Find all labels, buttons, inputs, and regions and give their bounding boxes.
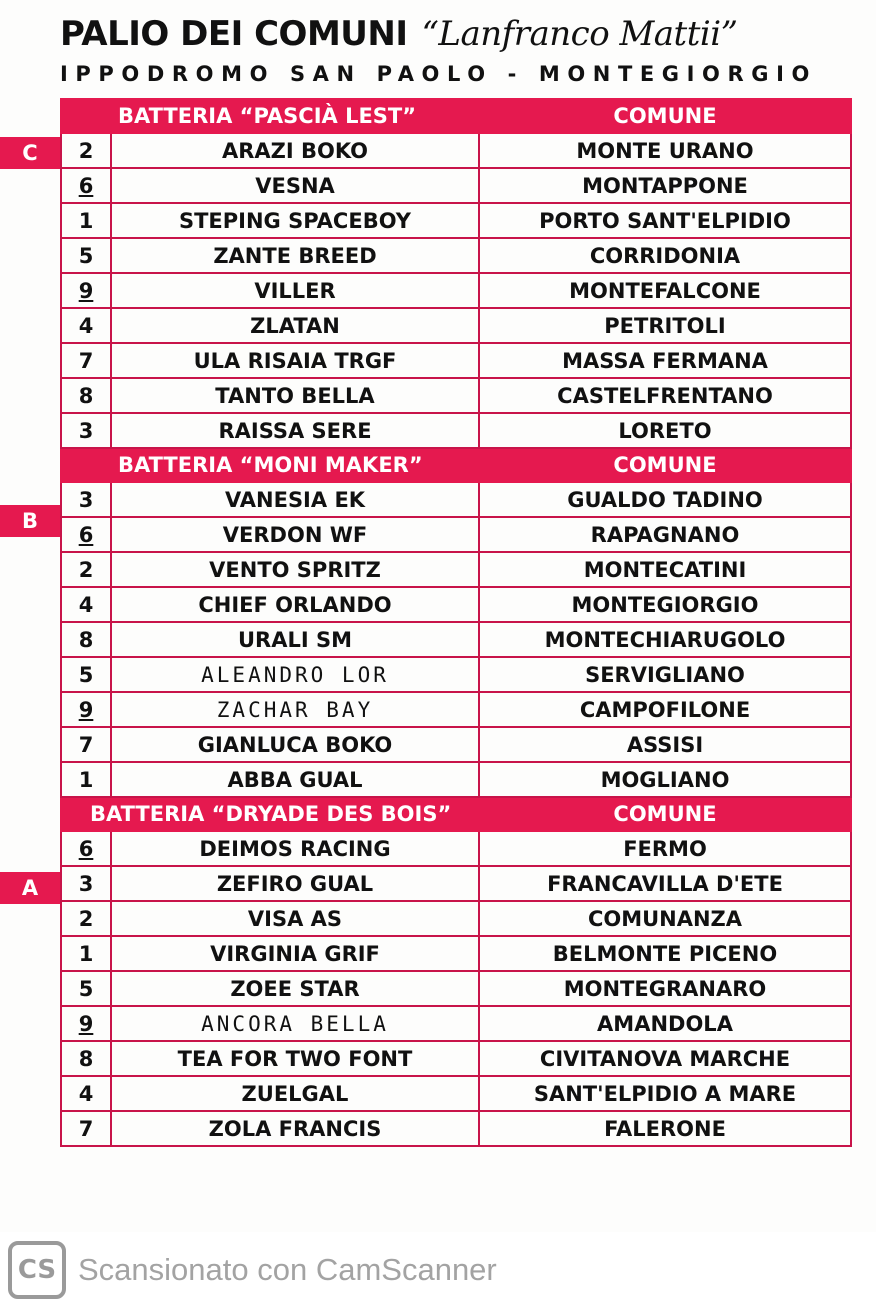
table-row [61,273,851,308]
camscanner-watermark [8,1240,497,1300]
horse-number: 1 [61,203,111,238]
comune-name: MONTEFALCONE [479,273,851,308]
horse-name: ZOEE STAR [111,971,479,1006]
table-row [61,1076,851,1111]
heat-header [61,99,851,133]
horse-number: 9 [61,273,111,308]
table-row [61,692,851,727]
horse-number: 4 [61,1076,111,1111]
horse-name: VIRGINIA GRIF [111,936,479,971]
table-row [61,866,851,901]
heat-header [61,797,851,831]
comune-header: COMUNE [479,797,851,831]
page-subtitle: IPPODROMO SAN PAOLO - MONTEGIORGIO [60,62,817,86]
table-row [61,1111,851,1146]
comune-name: MOGLIANO [479,762,851,797]
comune-name: CIVITANOVA MARCHE [479,1041,851,1076]
horse-name-handwritten: ZACHAR BAY [111,692,479,727]
heats-table [60,98,852,1147]
heat-tag-a: A [0,872,60,904]
horse-number: 4 [61,587,111,622]
horse-name: VISA AS [111,901,479,936]
horse-number: 7 [61,343,111,378]
table-row [61,622,851,657]
horse-number: 7 [61,1111,111,1146]
horse-number: 8 [61,1041,111,1076]
comune-name: MASSA FERMANA [479,343,851,378]
comune-name: PORTO SANT'ELPIDIO [479,203,851,238]
horse-name: ABBA GUAL [111,762,479,797]
heat-tag-b: B [0,505,60,537]
table-row [61,1041,851,1076]
horse-name: VANESIA EK [111,482,479,517]
table-row [61,762,851,797]
horse-number: 8 [61,622,111,657]
comune-name: CASTELFRENTANO [479,378,851,413]
table-row [61,203,851,238]
horse-number: 3 [61,866,111,901]
horse-name: TANTO BELLA [111,378,479,413]
horse-number: 8 [61,378,111,413]
horse-name: ZEFIRO GUAL [111,866,479,901]
horse-number: 9 [61,692,111,727]
horse-number: 2 [61,901,111,936]
horse-name: ARAZI BOKO [111,133,479,168]
table-row [61,482,851,517]
horse-name: URALI SM [111,622,479,657]
table-row [61,971,851,1006]
watermark-caption: Scansionato con CamScanner [78,1252,497,1287]
table-row [61,657,851,692]
comune-name: COMUNANZA [479,901,851,936]
comune-name: MONTE URANO [479,133,851,168]
comune-name: MONTECHIARUGOLO [479,622,851,657]
horse-number: 2 [61,552,111,587]
table-row [61,517,851,552]
table-row [61,1006,851,1041]
horse-number: 3 [61,482,111,517]
comune-name: FALERONE [479,1111,851,1146]
table-row [61,343,851,378]
table-row [61,936,851,971]
horse-name: VESNA [111,168,479,203]
comune-name: ASSISI [479,727,851,762]
horse-number: 6 [61,831,111,866]
table-row [61,901,851,936]
horse-name-handwritten: ALEANDRO LOR [111,657,479,692]
table-row [61,238,851,273]
heat-name: BATTERIA “DRYADE DES BOIS” [61,797,479,831]
horse-name: TEA FOR TWO FONT [111,1041,479,1076]
horse-name: ZANTE BREED [111,238,479,273]
horse-number: 6 [61,517,111,552]
heat-name: BATTERIA “MONI MAKER” [61,448,479,482]
horse-name: VENTO SPRITZ [111,552,479,587]
comune-name: AMANDOLA [479,1006,851,1041]
comune-name: MONTEGIORGIO [479,587,851,622]
comune-name: BELMONTE PICENO [479,936,851,971]
comune-name: GUALDO TADINO [479,482,851,517]
horse-number: 5 [61,971,111,1006]
horse-number: 7 [61,727,111,762]
table-row [61,378,851,413]
comune-name: MONTAPPONE [479,168,851,203]
horse-number: 6 [61,168,111,203]
comune-name: PETRITOLI [479,308,851,343]
horse-number: 1 [61,936,111,971]
horse-number: 5 [61,657,111,692]
table-row [61,831,851,866]
horse-number: 9 [61,1006,111,1041]
camscanner-logo-icon: CS [8,1241,66,1299]
horse-name: ULA RISAIA TRGF [111,343,479,378]
table-row [61,552,851,587]
heat-name: BATTERIA “PASCIÀ LEST” [61,99,479,133]
horse-name: CHIEF ORLANDO [111,587,479,622]
horse-name: ZUELGAL [111,1076,479,1111]
comune-header: COMUNE [479,99,851,133]
horse-name-handwritten: ANCORA BELLA [111,1006,479,1041]
comune-header: COMUNE [479,448,851,482]
title-script: “Lanfranco Mattii” [421,14,738,54]
horse-name: RAISSA SERE [111,413,479,448]
comune-name: MONTECATINI [479,552,851,587]
table-row [61,168,851,203]
comune-name: CAMPOFILONE [479,692,851,727]
horse-number: 4 [61,308,111,343]
horse-number: 3 [61,413,111,448]
heat-tag-c: C [0,137,60,169]
horse-name: VERDON WF [111,517,479,552]
comune-name: LORETO [479,413,851,448]
horse-number: 1 [61,762,111,797]
table-row [61,587,851,622]
page-title [60,14,738,54]
comune-name: CORRIDONIA [479,238,851,273]
horse-number: 2 [61,133,111,168]
comune-name: RAPAGNANO [479,517,851,552]
horse-name: STEPING SPACEBOY [111,203,479,238]
horse-name: ZLATAN [111,308,479,343]
horse-name: VILLER [111,273,479,308]
table-row [61,308,851,343]
table-row [61,413,851,448]
title-main: PALIO DEI COMUNI [60,14,408,54]
horse-name: DEIMOS RACING [111,831,479,866]
horse-number: 5 [61,238,111,273]
table-row [61,133,851,168]
comune-name: FRANCAVILLA D'ETE [479,866,851,901]
comune-name: SERVIGLIANO [479,657,851,692]
horse-name: GIANLUCA BOKO [111,727,479,762]
table-row [61,727,851,762]
horse-name: ZOLA FRANCIS [111,1111,479,1146]
heat-header [61,448,851,482]
comune-name: SANT'ELPIDIO A MARE [479,1076,851,1111]
comune-name: FERMO [479,831,851,866]
comune-name: MONTEGRANARO [479,971,851,1006]
